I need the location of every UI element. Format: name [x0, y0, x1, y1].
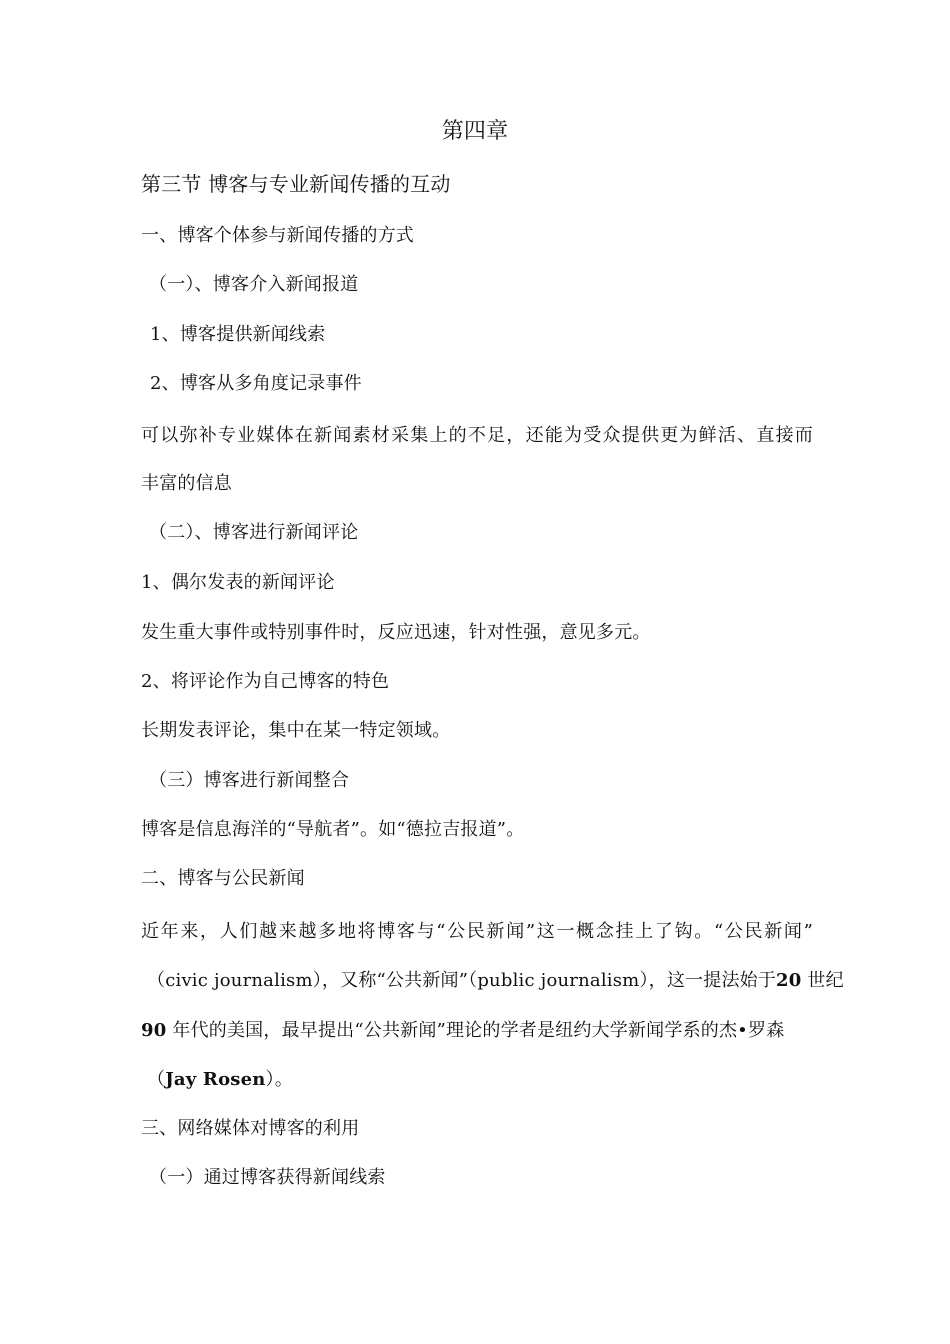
civic-text: （civic journalism），又称“公共新闻”（public journalism），这一提法始于 [147, 970, 777, 991]
century-number: 20 [776, 970, 802, 991]
paragraph-long-term-commentary: 长期发表评论，集中在某一特定领域。 [141, 720, 451, 741]
paragraph-civic-line-2 [147, 969, 844, 993]
section-title: 第三节 博客与专业新闻传播的互动 [141, 172, 451, 196]
subheading-obtain-clues: （一）通过博客获得新闻线索 [149, 1167, 386, 1188]
heading-part-one: 一、博客个体参与新闻传播的方式 [141, 225, 414, 246]
paragraph-quick-response: 发生重大事件或特别事件时，反应迅速，针对性强，意见多元。 [141, 622, 651, 643]
paragraph-navigator: 博客是信息海洋的“导航者”。如“德拉吉报道”。 [141, 819, 525, 840]
list-item-record-events: 2、博客从多角度记录事件 [150, 373, 362, 394]
paren-close: ）。 [265, 1069, 293, 1090]
paragraph-civic-line-1: 近年来，人们越来越多地将博客与“公民新闻”这一概念挂上了钩。“公民新闻” [141, 921, 813, 942]
subheading-news-reporting: （一）、博客介入新闻报道 [149, 274, 359, 295]
heading-part-three: 三、网络媒体对博客的利用 [141, 1118, 360, 1139]
heading-part-two: 二、博客与公民新闻 [141, 868, 305, 889]
decade-number: 90 [141, 1020, 167, 1041]
paren-open: （ [147, 1069, 166, 1090]
subheading-news-commentary: （二）、博客进行新闻评论 [149, 522, 359, 543]
paragraph-supplement-line-1: 可以弥补专业媒体在新闻素材采集上的不足，还能为受众提供更为鲜活、直接而 [141, 425, 813, 446]
list-item-commentary-feature: 2、将评论作为自己博客的特色 [141, 671, 390, 692]
paragraph-supplement-line-2: 丰富的信息 [141, 473, 232, 494]
century-text: 世纪 [801, 970, 844, 991]
rosen-text: 年代的美国，最早提出“公共新闻”理论的学者是纽约大学新闻学系的杰•罗森 [166, 1020, 785, 1041]
subheading-news-integration: （三）博客进行新闻整合 [149, 770, 350, 791]
list-item-news-clues: 1、博客提供新闻线索 [150, 324, 326, 345]
list-item-occasional-commentary: 1、偶尔发表的新闻评论 [141, 572, 335, 593]
paragraph-civic-line-3 [141, 1019, 813, 1043]
person-name: Jay Rosen [165, 1069, 266, 1090]
chapter-title: 第四章 [441, 119, 509, 144]
paragraph-civic-line-4 [147, 1068, 819, 1092]
